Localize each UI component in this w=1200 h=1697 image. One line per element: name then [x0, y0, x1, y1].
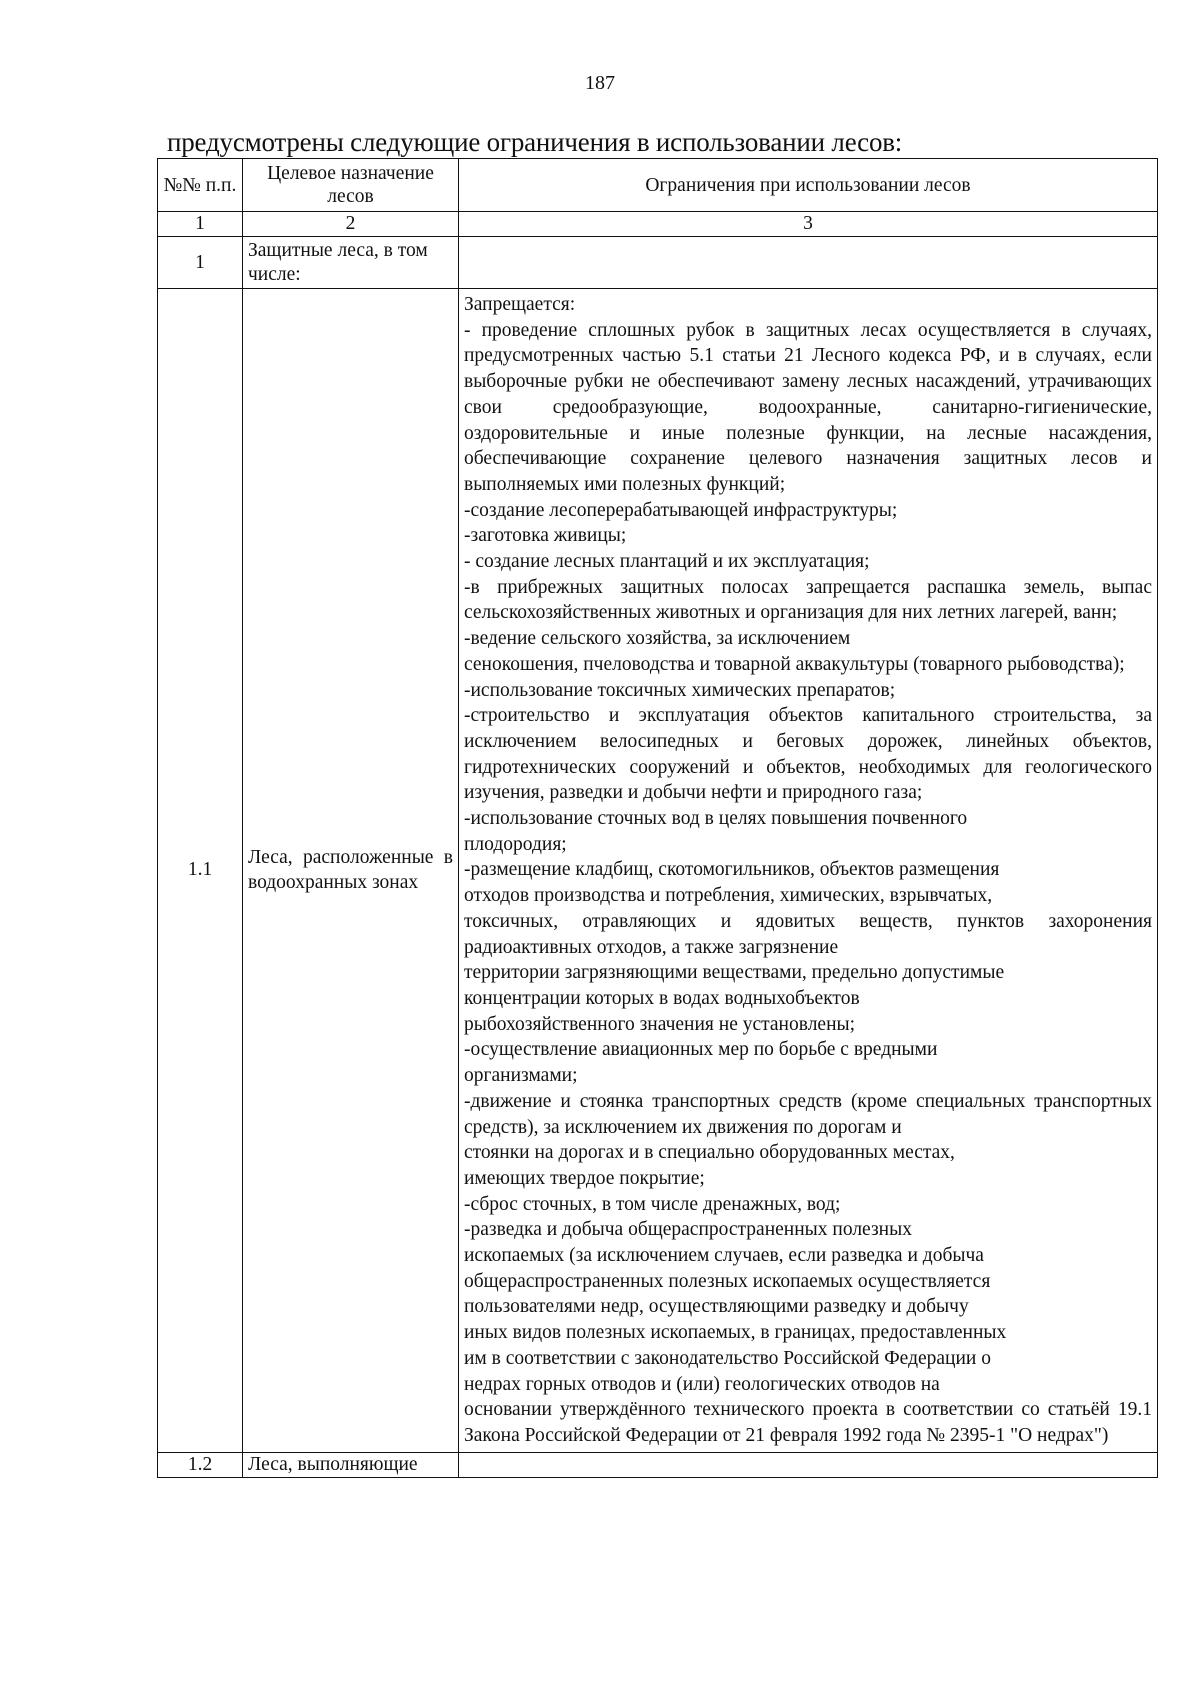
restriction-item: рыбохозяйственного значения не установлены; [464, 1013, 856, 1035]
row-purpose: Леса, расположенные в водоохранных зонах [243, 289, 459, 1453]
row-number: 1.2 [158, 1452, 243, 1477]
header-col-purpose: Целевое назначение лесов [243, 159, 459, 212]
restriction-item: -движение и стоянка транспортных средств (кроме специальных транспортных средств), за исключением их движения по дорогам и [464, 1090, 1152, 1138]
row-restrictions [459, 1452, 1158, 1477]
table-row [158, 1452, 1158, 1477]
table-row [158, 237, 1158, 289]
restrictions-table [157, 158, 1158, 1478]
header-col-restrictions: Ограничения при использовании лесов [459, 159, 1158, 212]
restriction-item: -сброс сточных, в том числе дренажных, вод; [464, 1193, 841, 1215]
restriction-item: -осуществление авиационных мер по борьбе с вредными [464, 1039, 938, 1061]
restriction-item: - создание лесных плантаций и их эксплуатация; [464, 551, 870, 573]
header-col-number: №№ п.п. [158, 159, 243, 212]
row-number: 1 [158, 237, 243, 289]
restriction-item: -ведение сельского хозяйства, за исключением [464, 628, 851, 650]
restriction-item: токсичных, отравляющих и ядовитых веществ, пунктов захоронения радиоактивных отходов, а также загрязнение [464, 910, 1152, 958]
column-number: 3 [459, 212, 1158, 237]
restriction-item: -создание лесоперерабатывающей инфраструктуры; [464, 499, 898, 521]
restriction-item: Запрещается: [464, 294, 576, 315]
restriction-item: им в соответствии с законодательство Российской Федерации о [464, 1347, 991, 1369]
restriction-item: - проведение сплошных рубок в защитных лесах осуществляется в случаях, предусмотренных частью 5.1 статьи 21 Лесного кодекса РФ, и в случаях, если выборочные рубки не обеспечивают замену лесных насаждений, утрачивающих свои средообразующие, водоохранные, санитарно-гигиенические, оздоровительные и иные полезные функции, на лесные насаждения, обеспечивающие сохранение целевого назначения защитных лесов и выполняемых ими полезных функций; [464, 319, 1152, 495]
restriction-item: территории загрязняющими веществами, предельно допустимые [464, 962, 1005, 984]
restriction-item: иных видов полезных ископаемых, в границах, предоставленных [464, 1322, 1007, 1344]
restriction-item: -строительство и эксплуатация объектов капитального строительства, за исключением велосипедных и беговых дорожек, линейных объектов, гидротехнических сооружений и объектов, необходимых для геологического изучения, разведки и добычи нефти и природного газа; [464, 705, 1152, 804]
column-number: 1 [158, 212, 243, 237]
restriction-item: -размещение кладбищ, скотомогильников, объектов размещения [464, 859, 1000, 881]
row-purpose: Леса, выполняющие [243, 1452, 459, 1477]
table-row [158, 289, 1158, 1453]
row-restrictions [459, 289, 1158, 1453]
restriction-item: общераспространенных полезных ископаемых осуществляется [464, 1270, 991, 1292]
restriction-item: основании утверждённого технического проекта в соответствии со статьёй 19.1 Закона Российской Федерации от 21 февраля 1992 года № 2395-1 "О недрах") [464, 1399, 1152, 1446]
intro-text: предусмотрены следующие ограничения в использовании лесов: [167, 127, 903, 157]
row-purpose: Защитные леса, в том числе: [243, 237, 459, 289]
restriction-item: -использование токсичных химических препаратов; [464, 679, 896, 701]
restriction-item: стоянки на дорогах и в специально оборудованных местах, [464, 1142, 955, 1164]
page-number: 187 [585, 72, 615, 94]
restriction-item: сенокошения, пчеловодства и товарной аквакультуры (товарного рыбоводства); [464, 653, 1125, 675]
restriction-item: концентрации которых в водах водныхобъектов [464, 987, 860, 1009]
column-number: 2 [243, 212, 459, 237]
restriction-item: ископаемых (за исключением случаев, если разведка и добыча [464, 1245, 984, 1267]
restriction-item: пользователями недр, осуществляющими разведку и добычу [464, 1296, 969, 1318]
restriction-item: плодородия; [464, 833, 567, 855]
table-header-row [158, 159, 1158, 212]
restriction-item: имеющих твердое покрытие; [464, 1167, 705, 1189]
restriction-item: организмами; [464, 1065, 578, 1087]
column-number-row [158, 212, 1158, 237]
restriction-item: -использование сточных вод в целях повышения почвенного [464, 808, 968, 830]
row-number: 1.1 [158, 289, 243, 1453]
restriction-item: отходов производства и потребления, химических, взрывчатых, [464, 885, 993, 907]
row-restrictions [459, 237, 1158, 289]
restriction-item: -заготовка живицы; [464, 525, 627, 547]
restriction-item: -разведка и добыча общераспространенных полезных [464, 1219, 912, 1241]
restriction-item: недрах горных отводов и (или) геологических отводов на [464, 1373, 940, 1395]
restriction-item: -в прибрежных защитных полосах запрещается распашка земель, выпас сельскохозяйственных животных и организация для них летних лагерей, ванн; [464, 576, 1152, 624]
